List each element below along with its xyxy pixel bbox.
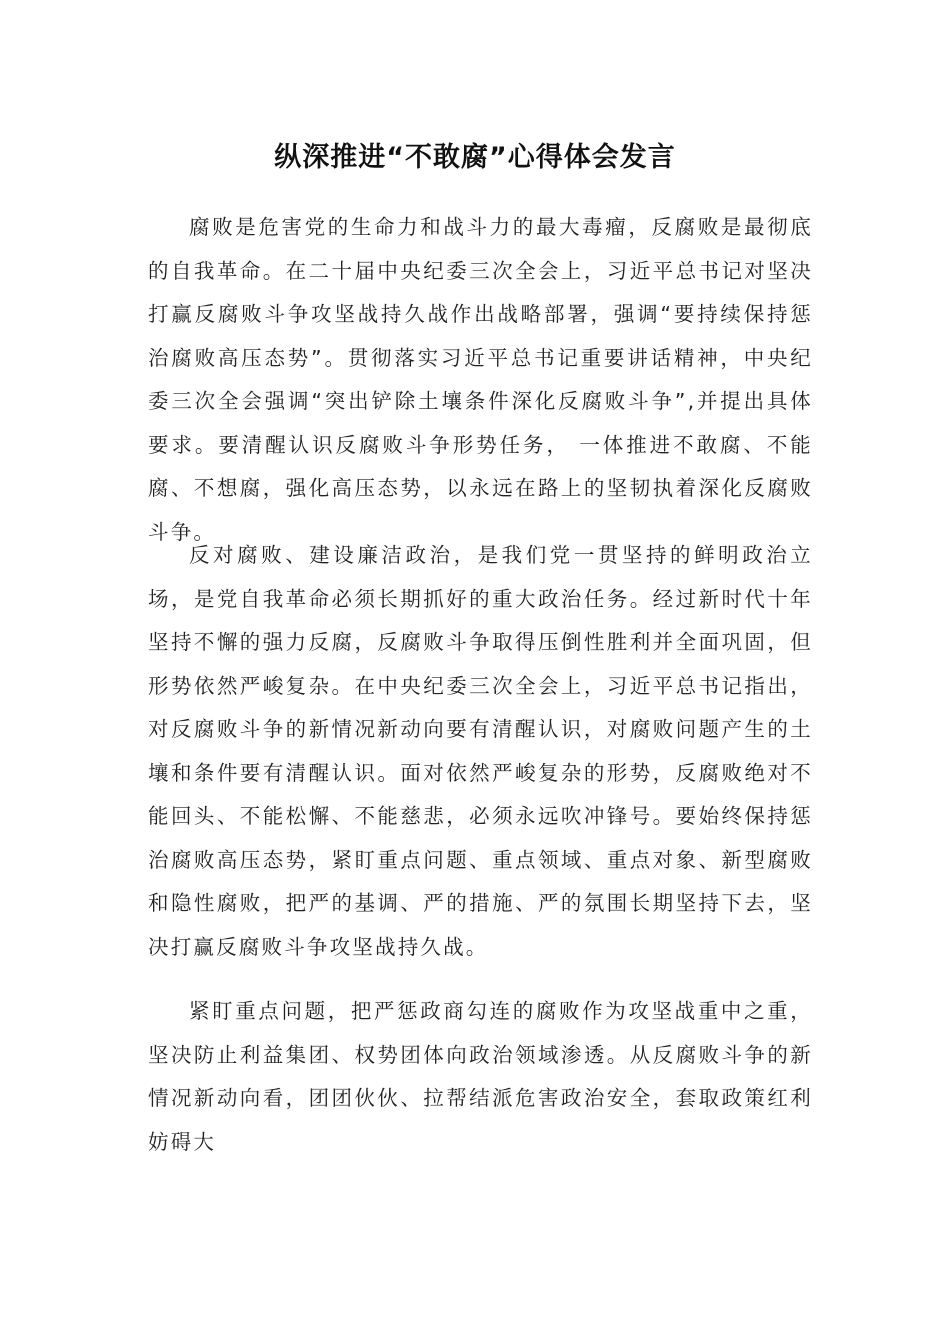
paragraph-3: 紧盯重点问题，把严惩政商勾连的腐败作为攻坚战重中之重，坚决防止利益集团、权势团体向政治领域渗透。从反腐败斗争的新情况新动向看，团团伙伙、拉帮结派危害政治安全，套取政策红利妨碍大: [148, 999, 813, 1154]
paragraph-2: 反对腐败、建设廉洁政治，是我们党一贯坚持的鲜明政治立场，是党自我革命必须长期抓好的重大政治任务。经过新时代十年坚持不懈的强力反腐，反腐败斗争取得压倒性胜利并全面巩固，但形势依然严峻复杂。在中央纪委三次全会上，习近平总书记指出，对反腐败斗争的新情况新动向要有清醒认识，对腐败问题产生的土壤和条件要有清醒认识。面对依然严峻复杂的形势，反腐败绝对不能回头、不能松懈、不能慈悲，必须永远吹冲锋号。要始终保持惩治腐败高压态势，紧盯重点问题、重点领域、重点对象、新型腐败和隐性腐败，把严的基调、严的措施、严的氛围长期坚持下去，坚决打赢反腐败斗争攻坚战持久战。: [148, 543, 813, 959]
paragraph-1: 腐败是危害党的生命力和战斗力的最大毒瘤，反腐败是最彻底的自我革命。在二十届中央纪委三次全会上，习近平总书记对坚决打赢反腐败斗争攻坚战持久战作出战略部署，强调“要持续保持惩治腐败高压态势”。贯彻落实习近平总书记重要讲话精神，中央纪委三次全会强调“突出铲除土壤条件深化反腐败斗争”,并提出具体要求。要清醒认识反腐败斗争形势任务， 一体推进不敢腐、不能腐、不想腐，强化高压态势，以永远在路上的坚韧执着深化反腐败斗争。: [148, 215, 813, 544]
document-title: 纵深推进“不敢腐”心得体会发言: [274, 142, 676, 173]
